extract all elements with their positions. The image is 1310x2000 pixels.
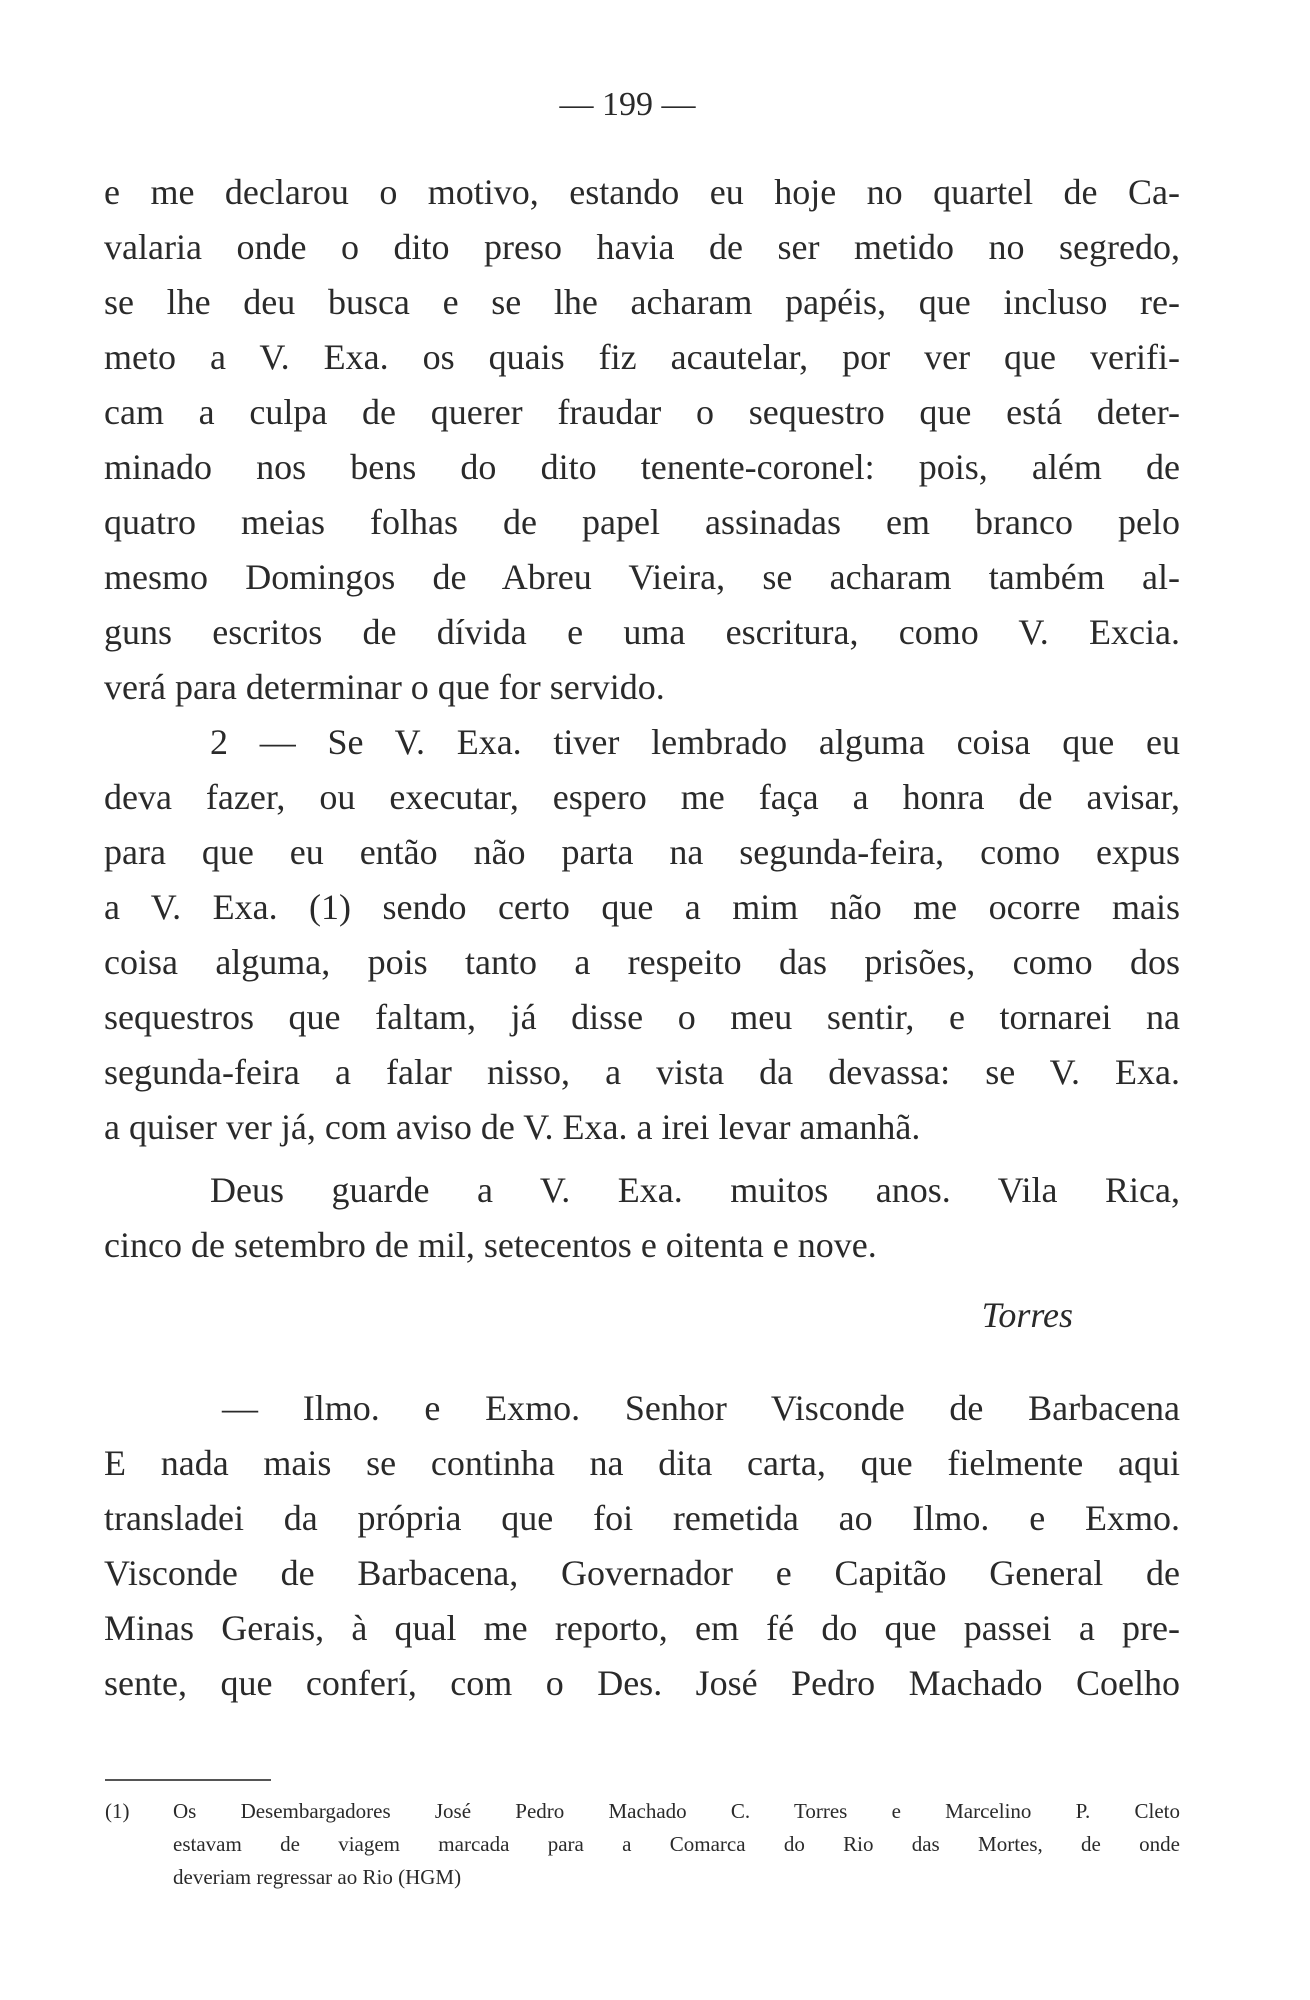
text-line: Visconde de Barbacena, Governador e Capitão General de [104, 1553, 1180, 1593]
text-line: minado nos bens do dito tenente-coronel: pois, além de [104, 447, 1180, 487]
text-line: quatro meias folhas de papel assinadas em branco pelo [104, 502, 1180, 542]
text-line: Deus guarde a V. Exa. muitos anos. Vila Rica, [210, 1170, 1180, 1210]
footnote-line: deveriam regressar ao Rio (HGM) [173, 1865, 462, 1889]
text-line: se lhe deu busca e se lhe acharam papéis, que incluso re- [104, 282, 1180, 322]
text-line: 2 — Se V. Exa. tiver lembrado alguma coisa que eu [210, 722, 1180, 762]
signature: Torres [981, 1295, 1073, 1335]
text-line: cinco de setembro de mil, setecentos e oitenta e nove. [104, 1225, 877, 1265]
footnote-marker: (1) [105, 1799, 130, 1823]
text-line: segunda-feira a falar nisso, a vista da devassa: se V. Exa. [104, 1052, 1180, 1092]
text-line: transladei da própria que foi remetida ao Ilmo. e Exmo. [104, 1498, 1180, 1538]
text-line: meto a V. Exa. os quais fiz acautelar, por ver que verifi- [104, 337, 1180, 377]
text-line: a V. Exa. (1) sendo certo que a mim não me ocorre mais [104, 887, 1180, 927]
paragraph-4 [104, 1381, 1180, 1711]
text-line: E nada mais se continha na dita carta, que fielmente aqui [104, 1443, 1180, 1483]
footnote-line: estavam de viagem marcada para a Comarca do Rio das Mortes, de onde [173, 1832, 1180, 1856]
text-line: sequestros que faltam, já disse o meu sentir, e tornarei na [104, 997, 1180, 1037]
text-line: Minas Gerais, à qual me reporto, em fé do que passei a pre- [104, 1608, 1180, 1648]
text-line: coisa alguma, pois tanto a respeito das prisões, como dos [104, 942, 1180, 982]
footnote-line: Os Desembargadores José Pedro Machado C. Torres e Marcelino P. Cleto [173, 1799, 1180, 1823]
text-line: e me declarou o motivo, estando eu hoje no quartel de Ca- [104, 172, 1180, 212]
text-line: — Ilmo. e Exmo. Senhor Visconde de Barbacena [222, 1388, 1180, 1428]
text-line: valaria onde o dito preso havia de ser metido no segredo, [104, 227, 1180, 267]
text-line: a quiser ver já, com aviso de V. Exa. a irei levar amanhã. [104, 1107, 921, 1147]
footnote-rule [105, 1779, 271, 1781]
page-number: — 199 — [559, 86, 696, 123]
paragraph-closing [104, 1163, 1180, 1273]
footnote [105, 1795, 1180, 1894]
text-line: guns escritos de dívida e uma escritura, como V. Excia. [104, 612, 1180, 652]
text-line: mesmo Domingos de Abreu Vieira, se acharam também al- [104, 557, 1180, 597]
text-line: para que eu então não parta na segunda-feira, como expus [104, 832, 1180, 872]
text-line: sente, que conferí, com o Des. José Pedro Machado Coelho [104, 1663, 1180, 1703]
paragraph-2 [104, 715, 1180, 1155]
text-line: deva fazer, ou executar, espero me faça a honra de avisar, [104, 777, 1180, 817]
paragraph-1 [104, 165, 1180, 715]
text-line: cam a culpa de querer fraudar o sequestro que está deter- [104, 392, 1180, 432]
text-line: verá para determinar o que for servido. [104, 667, 665, 707]
